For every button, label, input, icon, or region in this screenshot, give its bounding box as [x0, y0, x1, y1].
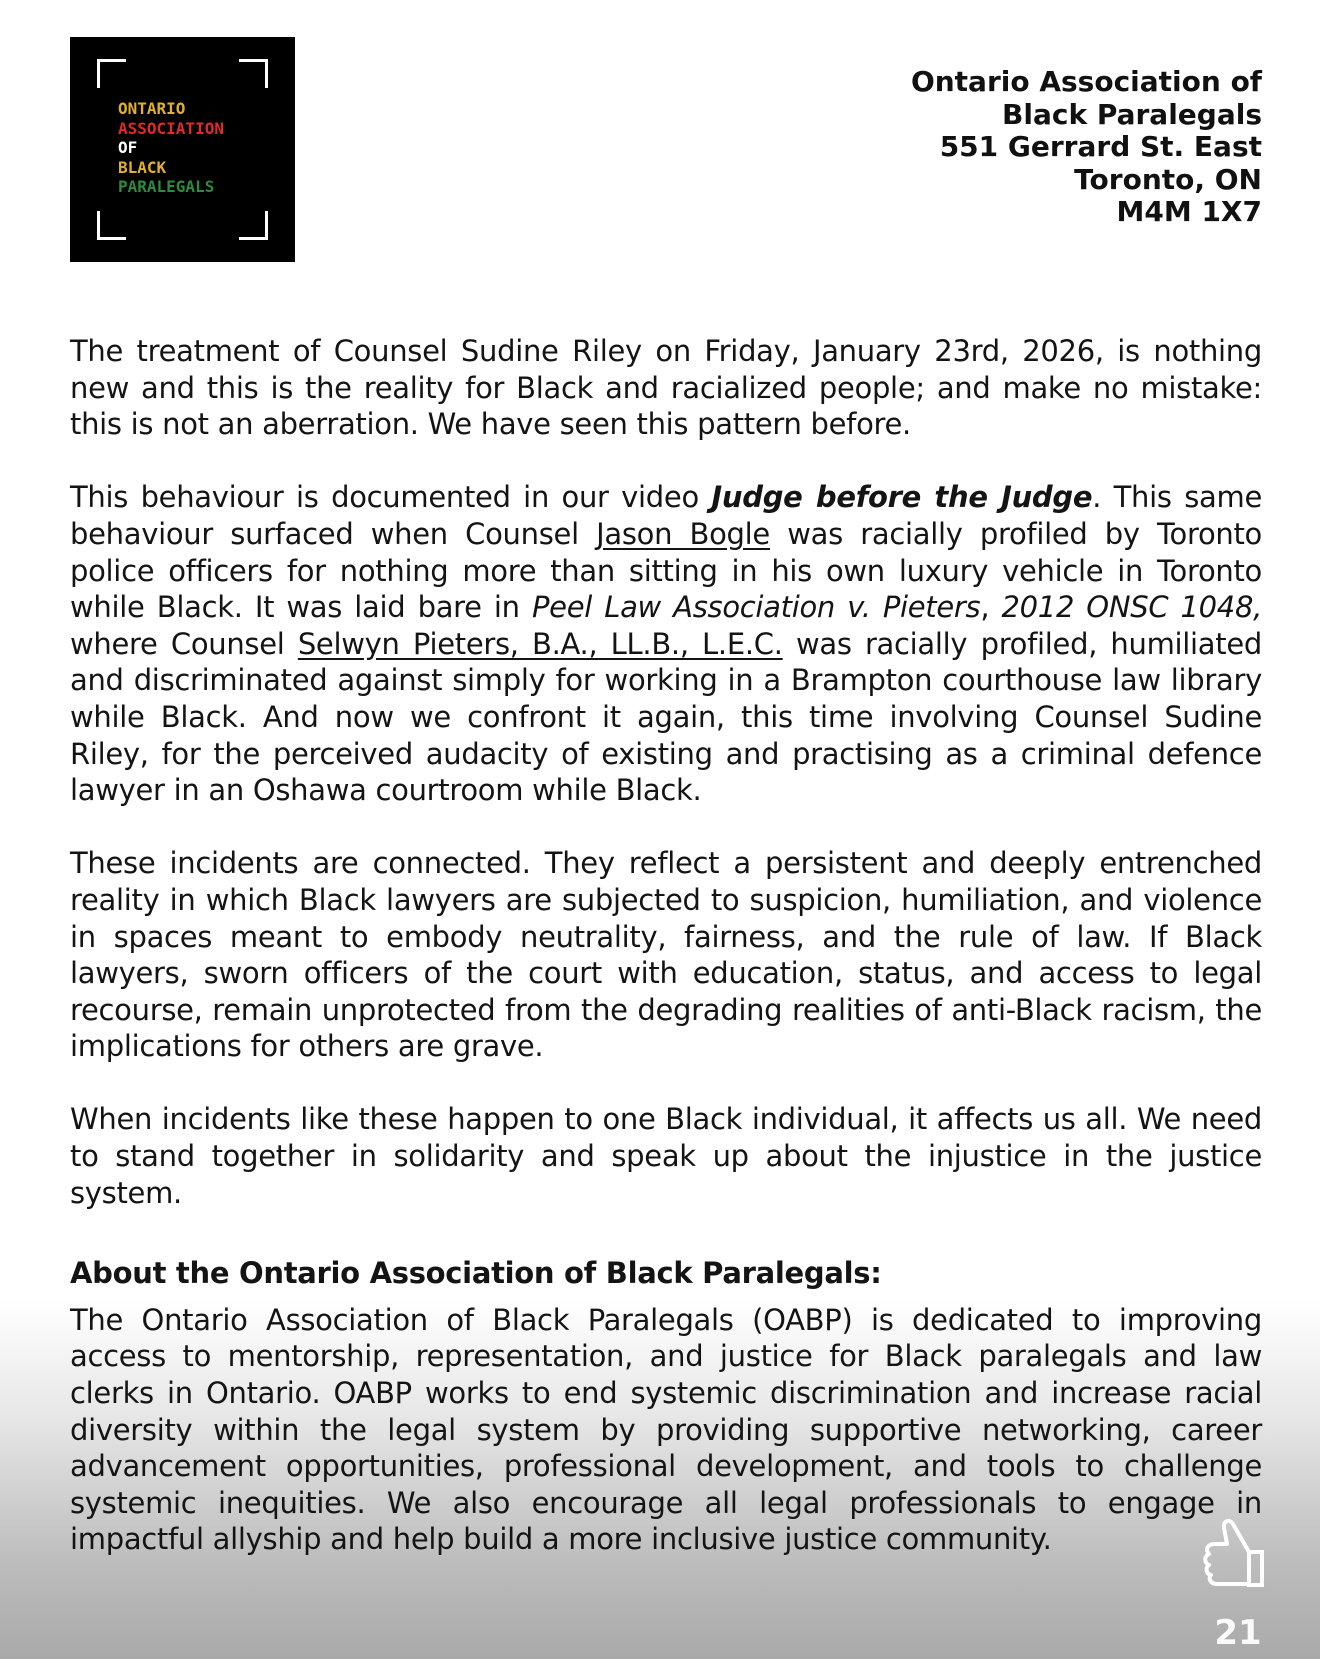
jason-bogle-link[interactable]: Jason Bogle	[596, 516, 770, 551]
case-citation: 2012 ONSC 1048,	[1001, 590, 1263, 625]
paragraph-1: The treatment of Counsel Sudine Riley on Friday, January 23rd, 2026, is nothing new and this is the reality for Black and racialized people; and make no mistake: this is not an aberration. We have seen this pattern before.	[70, 334, 1262, 442]
logo-wordmark	[118, 99, 224, 197]
address-postal-code: M4M 1X7	[1116, 195, 1262, 228]
logo-corner-bracket-icon	[97, 211, 126, 240]
logo-corner-bracket-icon	[239, 59, 268, 88]
like-count: 21	[1214, 1613, 1262, 1653]
oabp-logo	[70, 37, 295, 262]
address-city: Toronto, ON	[1074, 162, 1262, 196]
paragraph-text: This behaviour is documented in our video	[70, 480, 712, 515]
case-name: Peel Law Association v. Pieters	[531, 590, 981, 625]
paragraph-4: When incidents like these happen to one Black individual, it affects us all. We need to stand together in solidarity and speak up about the injustice in the justice system.	[70, 1102, 1262, 1210]
paragraph-text: . This same behaviour surfaced when Counsel	[70, 480, 1262, 551]
thumbs-up-icon	[1193, 1512, 1283, 1602]
logo-line: OF	[118, 138, 138, 157]
address-org-line2: Black Paralegals	[1002, 97, 1262, 131]
address-org-line1: Ontario Association of	[910, 65, 1262, 98]
logo-corner-bracket-icon	[239, 211, 268, 240]
paragraph-2	[70, 479, 1262, 808]
logo-line: ASSOCIATION	[118, 118, 224, 138]
about-paragraph: The Ontario Association of Black Paralegals (OABP) is dedicated to improving access to mentorship, representation, and justice for Black paralegals and law clerks in Ontario. OABP works to end systemic discrimination and increase racial diversity within the legal system by providing supportive networking, career advancement opportunities, professional development, and tools to challenge systemic inequities. We also encourage all legal professionals to engage in impactful allyship and help build a more inclusive justice community.	[70, 1302, 1262, 1557]
about-heading: About the Ontario Association of Black Paralegals:	[70, 1256, 882, 1291]
paragraph-3: These incidents are connected. They reflect a persistent and deeply entrenched reality in which Black lawyers are subjected to suspicion, humiliation, and violence in spaces meant to embody neutrality, fairness, and the rule of law. If Black lawyers, sworn officers of the court with education, status, and access to legal recourse, remain unprotected from the degrading realities of anti-Black racism, the implications for others are grave.	[70, 846, 1262, 1064]
paragraph-text: where Counsel	[70, 626, 298, 661]
sender-address	[911, 66, 1262, 229]
paragraph-text: was racially profiled, humiliated and discriminated against simply for working in a Brampton courthouse law library while Black. And now we confront it again, this time involving Counsel Sudine Riley, for the perceived audacity of existing and practising as a criminal defence lawyer in an Oshawa courtroom while Black.	[70, 626, 1262, 808]
logo-line: BLACK	[118, 157, 167, 177]
paragraph-text: was racially profiled by Toronto police officers for nothing more than sitting in his own luxury vehicle in Toronto while Black. It was laid bare in	[70, 516, 1262, 625]
logo-corner-bracket-icon	[97, 59, 126, 88]
selwyn-pieters-link[interactable]: Selwyn Pieters, B.A., LL.B., L.E.C.	[297, 626, 783, 661]
paragraph-text: ,	[980, 590, 1002, 625]
video-title: Judge before the Judge	[711, 480, 1093, 515]
letter-body	[70, 333, 1262, 1595]
like-button[interactable]	[1193, 1512, 1283, 1602]
address-street: 551 Gerrard St. East	[939, 130, 1262, 163]
logo-line: ONTARIO	[118, 99, 186, 118]
logo-line: PARALEGALS	[118, 177, 215, 196]
